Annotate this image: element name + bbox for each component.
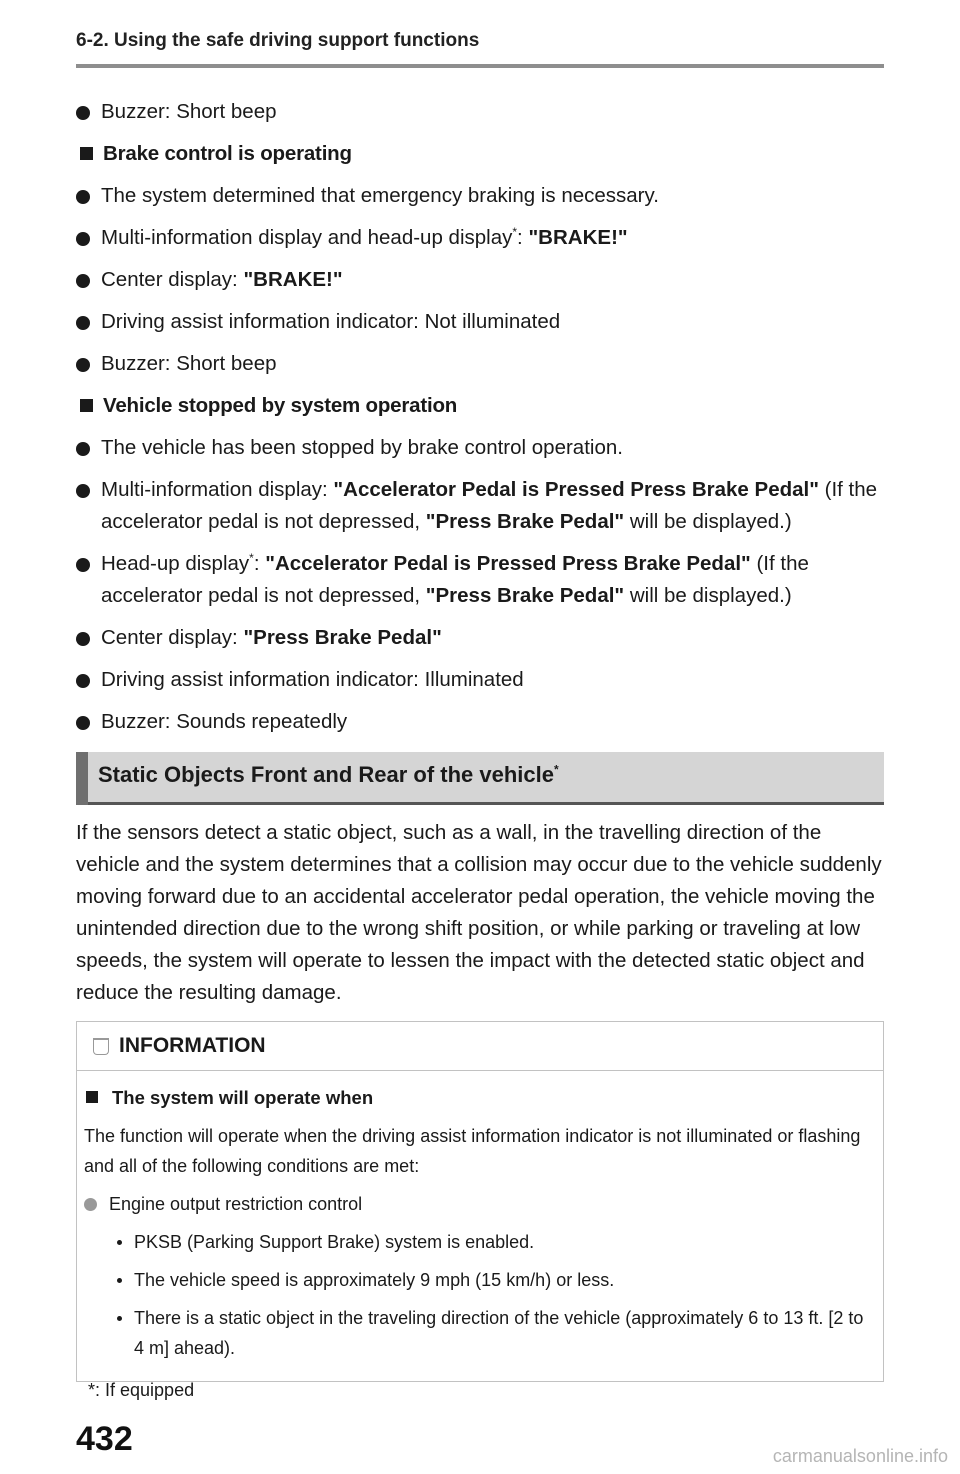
- dot-bullet-icon: [117, 1316, 122, 1321]
- bullet-item: [76, 664, 884, 696]
- information-title: INFORMATION: [119, 1034, 266, 1057]
- bullet-item: [76, 348, 884, 380]
- info-sub-bullet: [84, 1227, 867, 1257]
- info-sub-bullet: [84, 1303, 867, 1363]
- bullet-icon: [76, 274, 90, 288]
- display-message: "Accelerator Pedal is Pressed Press Brake Pedal": [333, 478, 819, 501]
- square-bullet-icon: [80, 399, 93, 412]
- bullet-text: Center display:: [101, 268, 244, 291]
- information-header: [77, 1022, 883, 1071]
- info-sub-bullet-text: There is a static object in the traveling direction of the vehicle (approximately 6 to 13 ft. [2 to 4 m] ahead).: [134, 1308, 864, 1358]
- info-sub-bullet: [84, 1265, 867, 1295]
- bullet-item: [76, 222, 884, 254]
- bullet-text: Multi-information display:: [101, 478, 334, 501]
- bullet-item: [76, 432, 884, 464]
- page-header-title: 6-2. Using the safe driving support functions: [76, 30, 480, 51]
- page-content: [76, 96, 884, 1382]
- bullet-text: Driving assist information indicator: Illuminated: [101, 668, 524, 691]
- bullet-icon: [76, 358, 90, 372]
- info-subheading-text: The system will operate when: [112, 1087, 374, 1108]
- bullet-icon: [76, 442, 90, 456]
- info-sub-bullet-text: The vehicle speed is approximately 9 mph (15 km/h) or less.: [134, 1270, 615, 1290]
- bullet-text: The system determined that emergency braking is necessary.: [101, 184, 659, 207]
- square-bullet-icon: [80, 147, 93, 160]
- bullet-text: Multi-information display and head-up display: [101, 226, 513, 249]
- footnote: *: If equipped: [88, 1380, 195, 1400]
- footnote-marker: *: [512, 225, 518, 240]
- bullet-text: Head-up display: [101, 552, 250, 575]
- bullet-icon: [76, 558, 90, 572]
- bullet-text: will be displayed.): [624, 510, 792, 533]
- display-message: "BRAKE!": [243, 268, 343, 291]
- subheading-vehicle-stopped: [76, 390, 884, 422]
- bullet-item: [76, 706, 884, 738]
- bullet-icon: [76, 232, 90, 246]
- bullet-icon: [76, 716, 90, 730]
- bullet-text: Buzzer: Short beep: [101, 100, 277, 123]
- bullet-item: [76, 180, 884, 212]
- info-sub-bullet-text: PKSB (Parking Support Brake) system is enabled.: [134, 1232, 535, 1252]
- info-note-icon: [93, 1038, 109, 1055]
- bullet-text: Buzzer: Short beep: [101, 352, 277, 375]
- section-title: [98, 762, 559, 788]
- dot-bullet-icon: [117, 1278, 122, 1283]
- square-bullet-icon: [86, 1091, 98, 1103]
- info-subheading: [84, 1083, 867, 1113]
- subheading-text: Vehicle stopped by system operation: [103, 394, 458, 417]
- bullet-icon: [76, 674, 90, 688]
- page-number: 432: [76, 1420, 133, 1458]
- section-header: [76, 752, 884, 805]
- bullet-item: [76, 474, 884, 538]
- bullet-item: [76, 306, 884, 338]
- bullet-text: (If the accelerator pedal is not depressed,: [101, 552, 809, 607]
- header-divider: [76, 64, 884, 68]
- bullet-text: Driving assist information indicator: Not illuminated: [101, 310, 561, 333]
- bullet-icon: [76, 190, 90, 204]
- bullet-icon: [76, 484, 90, 498]
- display-message: "BRAKE!": [528, 226, 628, 249]
- information-body: [77, 1071, 883, 1381]
- dot-bullet-icon: [117, 1240, 122, 1245]
- display-message: "Press Brake Pedal": [425, 510, 625, 533]
- display-message: "Press Brake Pedal": [425, 584, 625, 607]
- display-message: "Accelerator Pedal is Pressed Press Brake Pedal": [265, 552, 751, 575]
- section-accent: [76, 752, 88, 805]
- bullet-icon: [76, 316, 90, 330]
- subheading-text: Brake control is operating: [103, 142, 352, 165]
- bullet-text: :: [253, 552, 266, 575]
- bullet-item: [76, 622, 884, 654]
- bullet-text: Buzzer: Sounds repeatedly: [101, 710, 348, 733]
- subheading-brake-control: [76, 138, 884, 170]
- info-bullet-text: Engine output restriction control: [109, 1194, 363, 1214]
- information-box: [76, 1021, 884, 1382]
- bullet-icon: [76, 632, 90, 646]
- bullet-icon: [84, 1198, 97, 1211]
- bullet-item: [76, 96, 884, 128]
- bullet-text: Center display:: [101, 626, 244, 649]
- bullet-text: (If the accelerator pedal is not depressed,: [101, 478, 878, 533]
- section-paragraph: If the sensors detect a static object, such as a wall, in the travelling direction of the vehicle and the system determines that a collision may occur due to the vehicle suddenly moving forward due to an accidental accelerator pedal operation, the vehicle moving the unintended direction due to the wrong shift position, or while parking or traveling at low speeds, the system will operate to lessen the impact with the detected static object and reduce the resulting damage.: [76, 821, 882, 1004]
- bullet-text: :: [517, 226, 529, 249]
- bullet-text: The vehicle has been stopped by brake control operation.: [101, 436, 623, 459]
- bullet-item: [76, 548, 884, 612]
- bullet-item: [76, 264, 884, 296]
- info-intro: The function will operate when the driving assist information indicator is not illuminated or flashing and all of the following conditions are met:: [84, 1126, 861, 1176]
- info-bullet: [84, 1189, 867, 1219]
- bullet-text: will be displayed.): [624, 584, 792, 607]
- footnote-marker: *: [554, 762, 559, 777]
- section-title-text: Static Objects Front and Rear of the vehicle: [98, 762, 554, 787]
- display-message: "Press Brake Pedal": [243, 626, 442, 649]
- bullet-icon: [76, 106, 90, 120]
- watermark: carmanualsonline.info: [772, 1446, 948, 1466]
- footnote-marker: *: [249, 551, 254, 566]
